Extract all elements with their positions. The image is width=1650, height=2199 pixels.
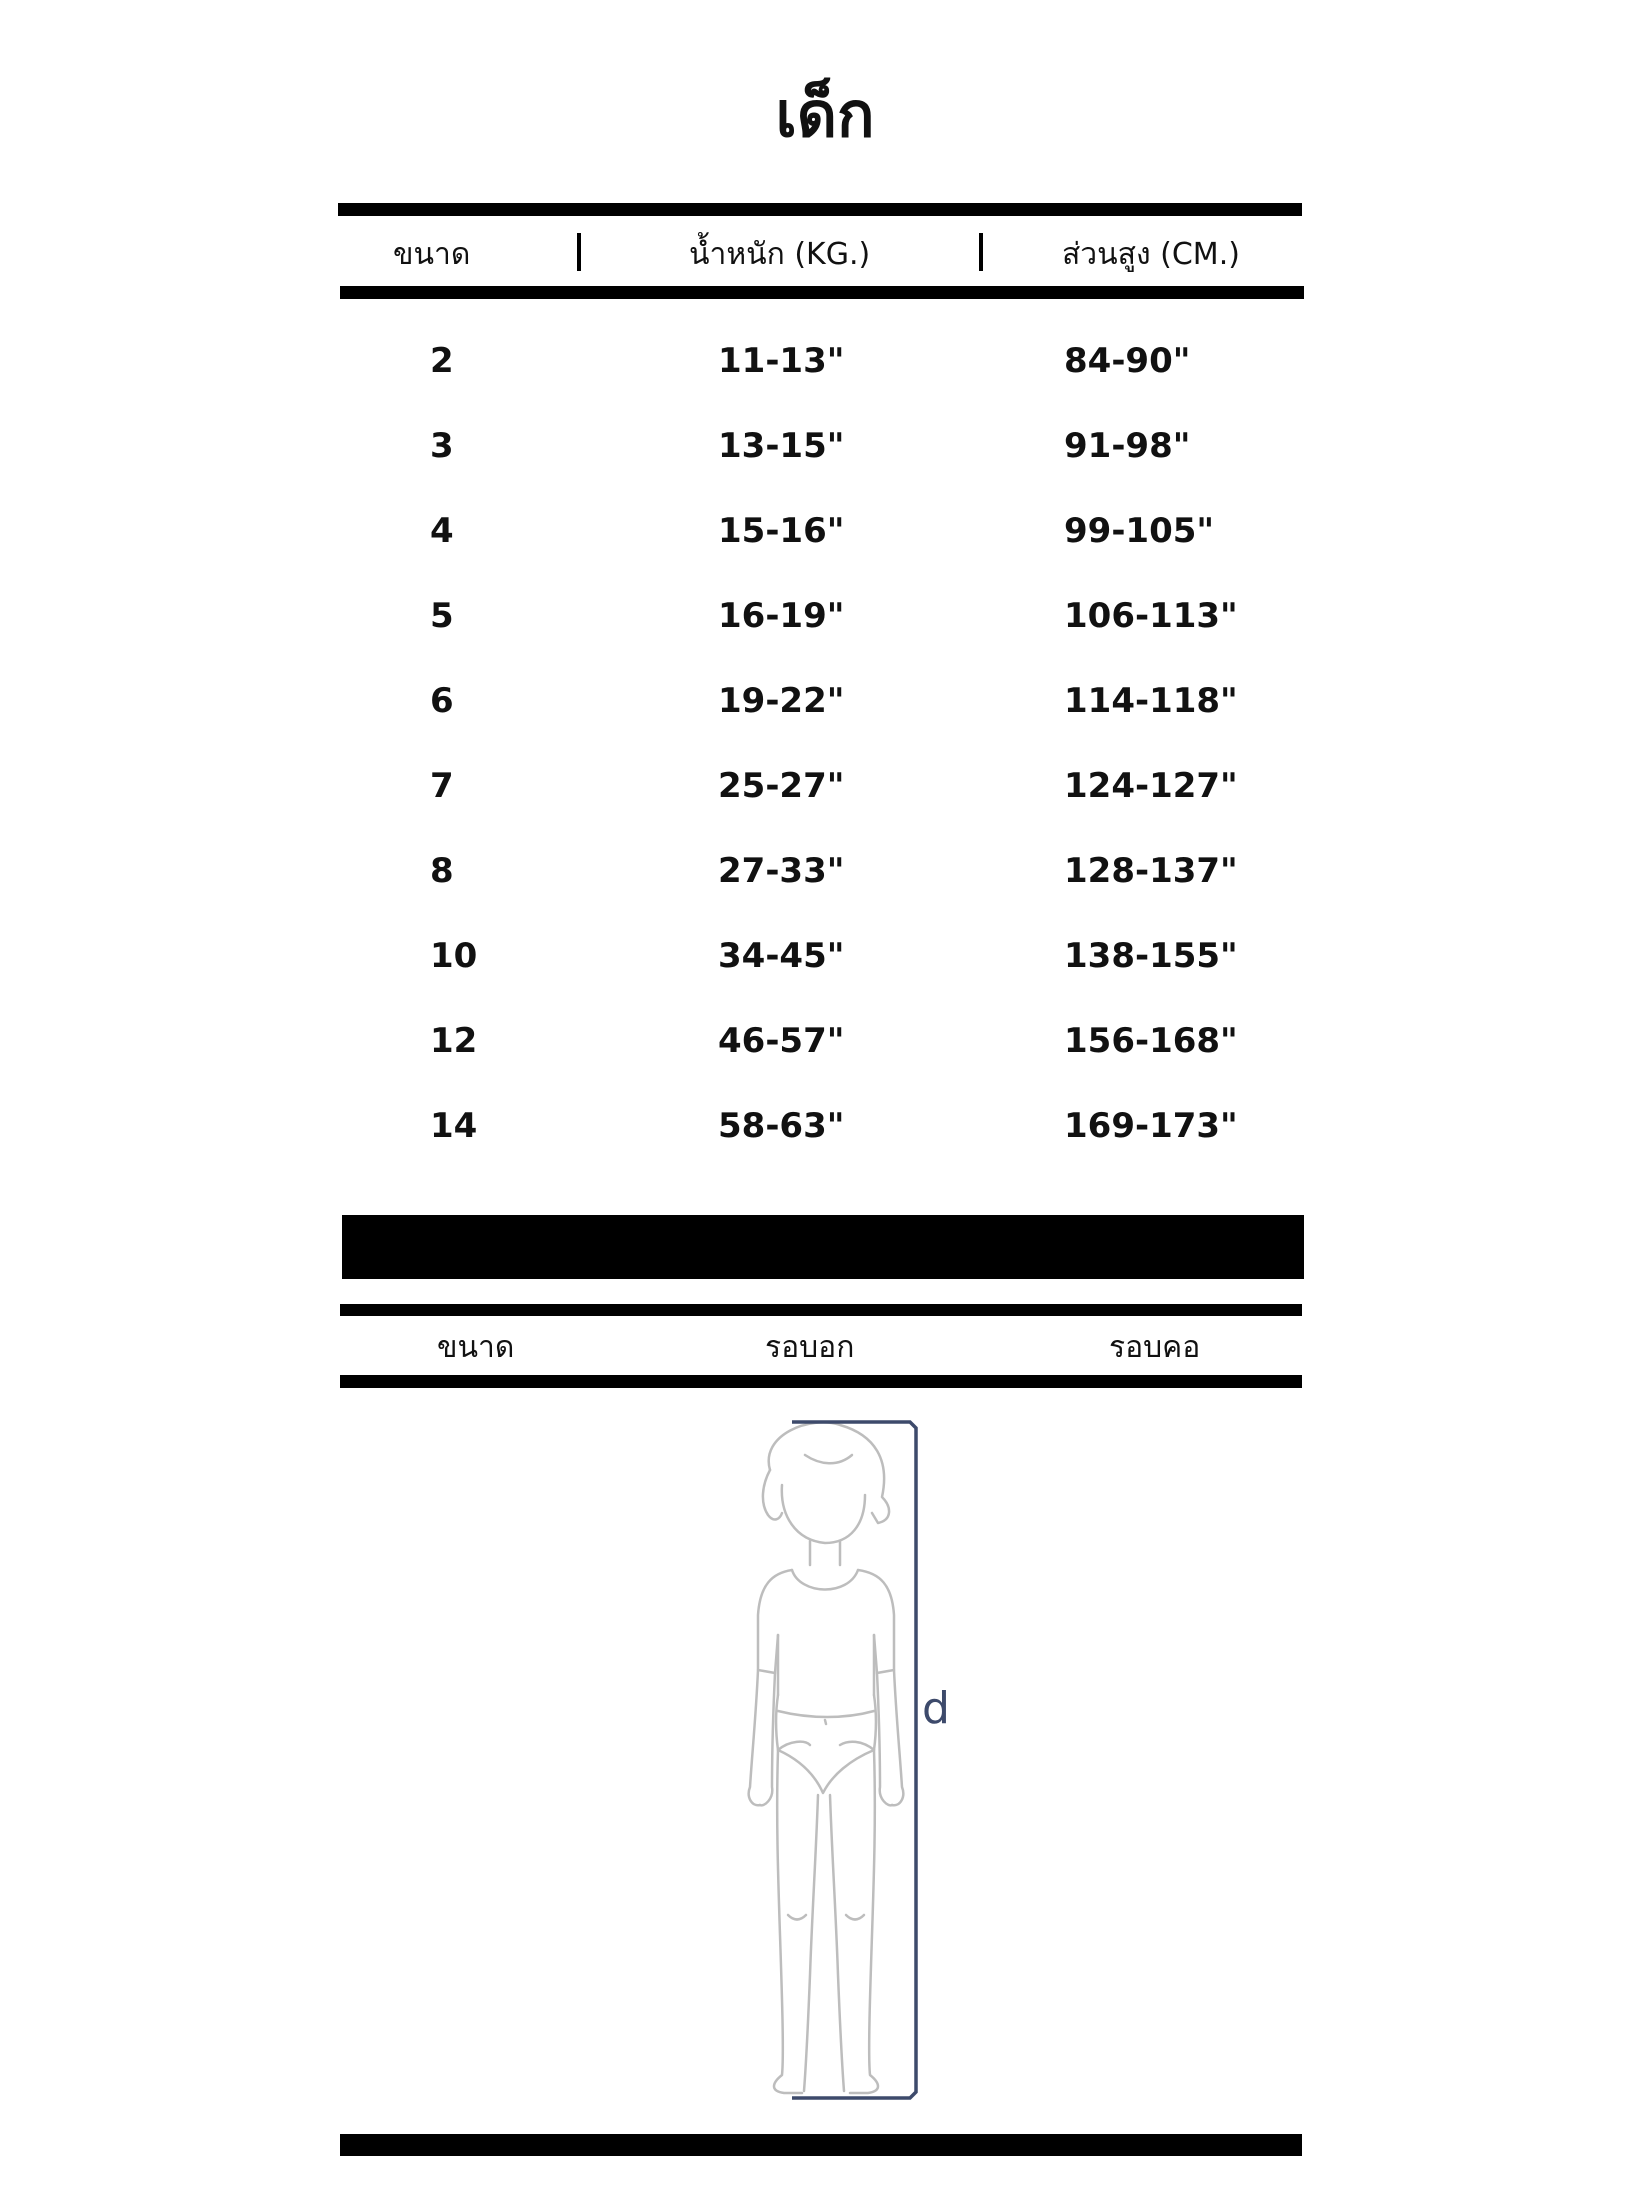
- weight-cell: 27-33": [718, 851, 845, 891]
- size-cell: 12: [430, 1021, 478, 1061]
- child-height-illustration: [660, 1415, 980, 2105]
- height-cell: 106-113": [1064, 596, 1238, 636]
- weight-cell: 16-19": [718, 596, 845, 636]
- height-cell: 91-98": [1064, 426, 1191, 466]
- table-row: [0, 501, 1650, 586]
- weight-cell: 25-27": [718, 766, 845, 806]
- weight-cell: 46-57": [718, 1021, 845, 1061]
- table-row: [0, 926, 1650, 1011]
- height-cell: 124-127": [1064, 766, 1238, 806]
- table1-header-height: ส่วนสูง (CM.): [1062, 237, 1240, 272]
- height-cell: 84-90": [1064, 341, 1191, 381]
- weight-cell: 34-45": [718, 936, 845, 976]
- page-title: เด็ก: [775, 78, 875, 151]
- size-cell: 14: [430, 1106, 478, 1146]
- weight-cell: 58-63": [718, 1106, 845, 1146]
- section-divider-band: [342, 1215, 1304, 1279]
- table1-header-size: ขนาด: [393, 237, 471, 272]
- size-cell: 5: [430, 596, 454, 636]
- table-row: [0, 1096, 1650, 1181]
- weight-cell: 11-13": [718, 341, 845, 381]
- table2-top-rule: [340, 1304, 1302, 1316]
- table2-header-bottom-rule: [340, 1375, 1302, 1388]
- table-row: [0, 756, 1650, 841]
- child-outline: [749, 1422, 904, 2093]
- table-row: [0, 586, 1650, 671]
- weight-cell: 15-16": [718, 511, 845, 551]
- size-cell: 4: [430, 511, 454, 551]
- height-cell: 99-105": [1064, 511, 1215, 551]
- weight-cell: 19-22": [718, 681, 845, 721]
- size-cell: 3: [430, 426, 454, 466]
- table-row: [0, 416, 1650, 501]
- height-cell: 114-118": [1064, 681, 1238, 721]
- table-row: [0, 671, 1650, 756]
- table2-header-size: ขนาด: [437, 1330, 515, 1365]
- table-row: [0, 841, 1650, 926]
- measure-label: d: [922, 1683, 950, 1734]
- table2-header-chest: รอบอก: [765, 1330, 855, 1365]
- table1-header-bottom-rule: [340, 286, 1304, 299]
- table1-header-divider: [979, 233, 983, 271]
- table2-bottom-rule: [340, 2134, 1302, 2156]
- table1-header-divider: [577, 233, 581, 271]
- size-cell: 2: [430, 341, 454, 381]
- size-cell: 8: [430, 851, 454, 891]
- height-cell: 128-137": [1064, 851, 1238, 891]
- height-cell: 138-155": [1064, 936, 1238, 976]
- table-row: [0, 1011, 1650, 1096]
- table2-header-neck: รอบคอ: [1109, 1330, 1201, 1365]
- height-cell: 169-173": [1064, 1106, 1238, 1146]
- size-cell: 6: [430, 681, 454, 721]
- table1-header-weight: น้ำหนัก (KG.): [689, 237, 871, 272]
- table1-top-rule: [338, 203, 1302, 216]
- table-row: [0, 331, 1650, 416]
- height-cell: 156-168": [1064, 1021, 1238, 1061]
- size-cell: 7: [430, 766, 454, 806]
- weight-cell: 13-15": [718, 426, 845, 466]
- size-cell: 10: [430, 936, 478, 976]
- table1-body: [0, 331, 1650, 1181]
